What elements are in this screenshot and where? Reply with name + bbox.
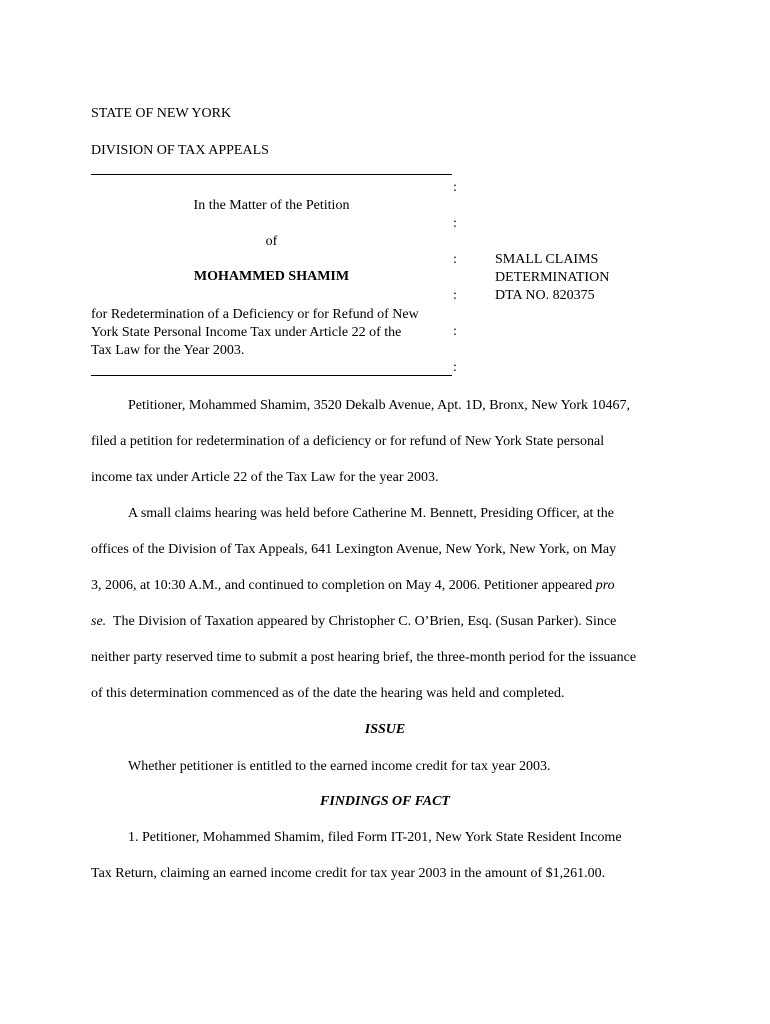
caption-colon: : — [453, 360, 457, 375]
issue-heading: ISSUE — [364, 722, 406, 737]
paragraph-line: A small claims hearing was held before Catherine M. Bennett, Presiding Officer, at the — [128, 506, 614, 521]
purpose-line: York State Personal Income Tax under Article 22 of the — [91, 325, 402, 340]
issue-text: Whether petitioner is entitled to the earned income credit for tax year 2003. — [128, 759, 551, 774]
paragraph-line: income tax under Article 22 of the Tax Law for the year 2003. — [91, 470, 439, 485]
purpose-line: for Redetermination of a Deficiency or for Refund of New — [91, 307, 419, 322]
dta-number: DTA NO. 820375 — [495, 288, 595, 303]
caption-colon: : — [453, 252, 457, 267]
determination-title: DETERMINATION — [495, 270, 610, 285]
determination-type: SMALL CLAIMS — [495, 252, 599, 267]
caption-colon: : — [453, 288, 457, 303]
caption-colon: : — [453, 324, 457, 339]
finding-line: 1. Petitioner, Mohammed Shamim, filed Form IT-201, New York State Resident Income — [128, 830, 622, 845]
matter-line: In the Matter of the Petition — [193, 198, 350, 213]
finding-line: Tax Return, claiming an earned income credit for tax year 2003 in the amount of $1,261.00. — [91, 866, 606, 881]
petitioner-name: MOHAMMED SHAMIM — [193, 269, 350, 284]
findings-heading: FINDINGS OF FACT — [320, 794, 450, 809]
paragraph-line: Petitioner, Mohammed Shamim, 3520 Dekalb Avenue, Apt. 1D, Bronx, New York 10467, — [128, 398, 630, 413]
state-heading: STATE OF NEW YORK — [91, 106, 232, 121]
paragraph-text: The Division of Taxation appeared by Christopher C. O’Brien, Esq. (Susan Parker). Since — [112, 614, 617, 629]
paragraph-text: 3, 2006, at 10:30 A.M., and continued to completion on May 4, 2006. Petitioner appeared — [91, 578, 593, 593]
paragraph-line — [91, 577, 615, 594]
caption-top-rule — [91, 174, 452, 175]
paragraph-line: neither party reserved time to submit a post hearing brief, the three-month period for the issuance — [91, 650, 637, 665]
caption-colon: : — [453, 180, 457, 195]
paragraph-line — [91, 613, 616, 630]
paragraph-line: of this determination commenced as of the date the hearing was held and completed. — [91, 686, 565, 701]
pro-se-italic: pro — [595, 578, 615, 593]
paragraph-line: offices of the Division of Tax Appeals, 641 Lexington Avenue, New York, New York, on May — [91, 542, 617, 557]
division-heading: DIVISION OF TAX APPEALS — [91, 143, 269, 158]
pro-se-italic: se. — [91, 614, 107, 629]
of-line: of — [265, 234, 278, 249]
purpose-line: Tax Law for the Year 2003. — [91, 343, 245, 358]
caption-colon: : — [453, 216, 457, 231]
paragraph-line: filed a petition for redetermination of a deficiency or for refund of New York State personal — [91, 434, 605, 449]
caption-bottom-rule — [91, 375, 452, 376]
